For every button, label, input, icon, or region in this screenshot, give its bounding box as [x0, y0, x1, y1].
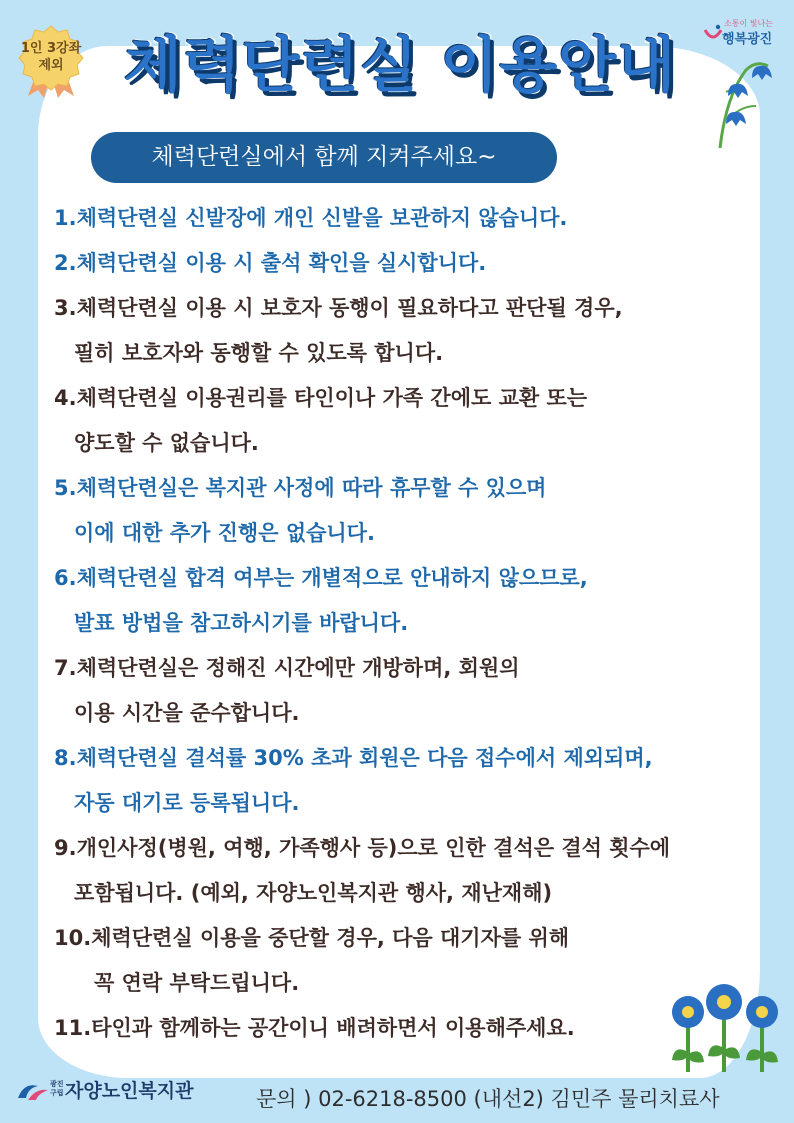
rule-item [54, 376, 754, 466]
logo-name: 행복광진 [722, 32, 773, 47]
organization-logo-icon [14, 1080, 50, 1102]
logo-tagline: 소통이 빛나는 [724, 19, 773, 28]
rule-line: 꼭 연락 부탁드립니다. [94, 971, 300, 995]
rule-line: 양도할 수 없습니다. [74, 431, 259, 455]
rule-line: 7.체력단련실은 정해진 시간에만 개방하며, 회원의 [54, 656, 520, 680]
contact-info: 문의 ) 02-6218-8500 (내선2) 김민주 물리치료사 [256, 1087, 720, 1111]
rule-line: 3.체력단련실 이용 시 보호자 동행이 필요하다고 판단될 경우, [54, 296, 623, 320]
rule-line: 필히 보호자와 동행할 수 있도록 합니다. [74, 341, 444, 365]
flower-decoration-icon [664, 982, 784, 1074]
rule-line: 6.체력단련실 합격 여부는 개별적으로 안내하지 않으므로, [54, 566, 588, 590]
rule-line: 8.체력단련실 결석률 30% 초과 회원은 다음 접수에서 제외되며, [54, 746, 653, 770]
badge-label: 1인 3강좌 제외 [20, 41, 82, 73]
rule-item [54, 916, 754, 1006]
organization-prefix: 광진 구립 [50, 1080, 64, 1097]
rule-item [54, 736, 754, 826]
rule-line: 자동 대기로 등록됩니다. [74, 791, 300, 815]
rule-line: 발표 방법을 참고하시기를 바랍니다. [74, 611, 409, 635]
page-title: 체력단련실 이용안내 [123, 31, 677, 101]
rule-line: 이에 대한 추가 진행은 없습니다. [74, 521, 375, 545]
rule-line: 이용 시간을 준수합니다. [74, 701, 300, 725]
subtitle-text: 체력단련실에서 함께 지켜주세요~ [151, 144, 497, 170]
rule-item [54, 1006, 754, 1051]
rule-line: 4.체력단련실 이용권리를 타인이나 가족 간에도 교환 또는 [54, 386, 588, 410]
smile-logo-icon [702, 22, 724, 44]
bellflower-icon [712, 56, 782, 152]
rule-item [54, 241, 754, 286]
rule-line: 2.체력단련실 이용 시 출석 확인을 실시합니다. [54, 251, 487, 275]
rules-list [54, 196, 754, 1051]
rule-line: 5.체력단련실은 복지관 사정에 따라 휴무할 수 있으며 [54, 476, 547, 500]
rule-line: 9.개인사정(병원, 여행, 가족행사 등)으로 인한 결석은 결석 횟수에 [54, 836, 671, 860]
rule-item [54, 826, 754, 916]
rule-item [54, 466, 754, 556]
rule-line: 1.체력단련실 신발장에 개인 신발을 보관하지 않습니다. [54, 206, 568, 230]
rule-line: 포함됩니다. (예외, 자양노인복지관 행사, 재난재해) [74, 881, 553, 905]
rule-item [54, 286, 754, 376]
rule-item [54, 646, 754, 736]
rule-line: 11.타인과 함께하는 공간이니 배려하면서 이용해주세요. [54, 1016, 575, 1040]
rule-item [54, 556, 754, 646]
rule-line: 10.체력단련실 이용을 중단할 경우, 다음 대기자를 위해 [54, 926, 570, 950]
rule-item [54, 196, 754, 241]
organization-name: 자양노인복지관 [65, 1080, 194, 1102]
